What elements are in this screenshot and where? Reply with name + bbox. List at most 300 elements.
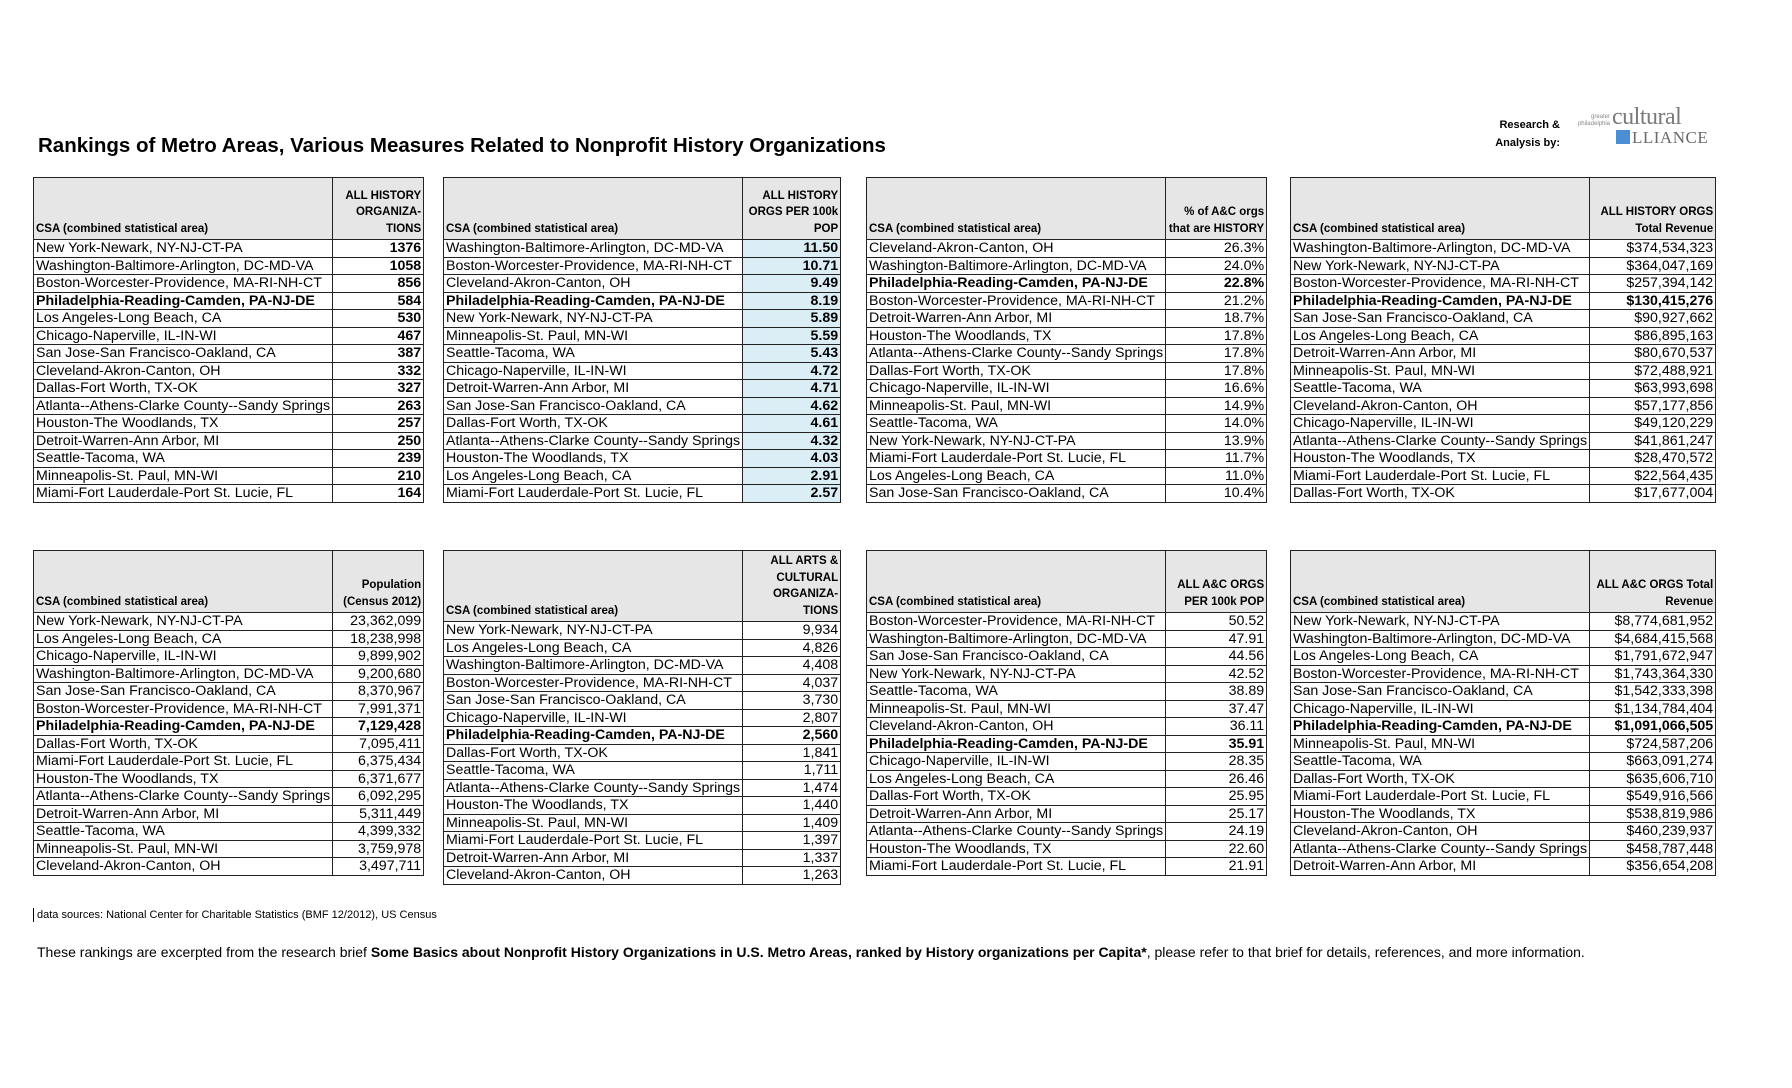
measure-value-cell: $4,684,415,568 bbox=[1590, 630, 1716, 648]
table-row bbox=[444, 467, 841, 485]
table-row bbox=[34, 753, 424, 771]
measure-value-cell: $90,927,662 bbox=[1590, 310, 1716, 328]
table-row bbox=[34, 613, 424, 631]
measure-value-cell: 1,474 bbox=[743, 779, 841, 797]
csa-name-cell: Cleveland-Akron-Canton, OH bbox=[867, 240, 1166, 258]
csa-name-cell: Houston-The Woodlands, TX bbox=[34, 415, 333, 433]
csa-name-cell: San Jose-San Francisco-Oakland, CA bbox=[444, 692, 743, 710]
table-row bbox=[867, 432, 1267, 450]
csa-name-cell: Seattle-Tacoma, WA bbox=[34, 450, 333, 468]
csa-name-cell: Detroit-Warren-Ann Arbor, MI bbox=[444, 380, 743, 398]
measure-value-cell: 11.0% bbox=[1166, 467, 1267, 485]
measure-value-cell: 10.4% bbox=[1166, 485, 1267, 503]
csa-name-cell: Chicago-Naperville, IL-IN-WI bbox=[867, 753, 1166, 771]
csa-name-cell: Los Angeles-Long Beach, CA bbox=[34, 630, 333, 648]
measure-value-cell: $57,177,856 bbox=[1590, 397, 1716, 415]
table-row bbox=[1291, 240, 1716, 258]
column-header-csa: CSA (combined statistical area) bbox=[1291, 178, 1590, 240]
column-header-csa: CSA (combined statistical area) bbox=[1291, 551, 1590, 613]
csa-name-cell: Minneapolis-St. Paul, MN-WI bbox=[444, 327, 743, 345]
table-row bbox=[867, 718, 1267, 736]
ranking-table-4 bbox=[1290, 177, 1716, 503]
table-row bbox=[34, 648, 424, 666]
measure-value-cell: 2.91 bbox=[743, 467, 841, 485]
csa-name-cell: Los Angeles-Long Beach, CA bbox=[444, 639, 743, 657]
table-row bbox=[867, 467, 1267, 485]
csa-name-cell: Seattle-Tacoma, WA bbox=[34, 823, 333, 841]
measure-value-cell: 584 bbox=[333, 292, 424, 310]
measure-value-cell: 7,129,428 bbox=[333, 718, 424, 736]
csa-name-cell: Houston-The Woodlands, TX bbox=[1291, 805, 1590, 823]
csa-name-cell: Seattle-Tacoma, WA bbox=[444, 762, 743, 780]
csa-name-cell: Miami-Fort Lauderdale-Port St. Lucie, FL bbox=[1291, 788, 1590, 806]
csa-name-cell: Dallas-Fort Worth, TX-OK bbox=[444, 744, 743, 762]
footnote-post: , please refer to that brief for details, references, and more information. bbox=[1146, 944, 1585, 960]
table-row bbox=[444, 674, 841, 692]
measure-value-cell: 17.8% bbox=[1166, 327, 1267, 345]
measure-value-cell: 50.52 bbox=[1166, 613, 1267, 631]
table-row bbox=[34, 310, 424, 328]
column-header-measure: ALL ARTS & CULTURAL ORGANIZA- TIONS bbox=[743, 551, 841, 622]
csa-name-cell: Los Angeles-Long Beach, CA bbox=[34, 310, 333, 328]
table-row bbox=[444, 692, 841, 710]
csa-name-cell: Atlanta--Athens-Clarke County--Sandy Springs bbox=[1291, 432, 1590, 450]
table-row bbox=[34, 467, 424, 485]
table-row bbox=[34, 275, 424, 293]
measure-value-cell: $724,587,206 bbox=[1590, 735, 1716, 753]
measure-value-cell: 26.3% bbox=[1166, 240, 1267, 258]
table-row bbox=[34, 788, 424, 806]
logo-cultural-text: cultural bbox=[1612, 104, 1682, 130]
csa-name-cell: Philadelphia-Reading-Camden, PA-NJ-DE bbox=[867, 735, 1166, 753]
csa-name-cell: Seattle-Tacoma, WA bbox=[1291, 753, 1590, 771]
csa-name-cell: Chicago-Naperville, IL-IN-WI bbox=[34, 327, 333, 345]
table-row bbox=[34, 735, 424, 753]
measure-value-cell: 327 bbox=[333, 380, 424, 398]
csa-name-cell: Miami-Fort Lauderdale-Port St. Lucie, FL bbox=[34, 753, 333, 771]
measure-value-cell: $41,861,247 bbox=[1590, 432, 1716, 450]
measure-value-cell: $364,047,169 bbox=[1590, 257, 1716, 275]
csa-name-cell: Atlanta--Athens-Clarke County--Sandy Springs bbox=[444, 432, 743, 450]
measure-value-cell: 5.43 bbox=[743, 345, 841, 363]
measure-value-cell: 210 bbox=[333, 467, 424, 485]
data-sources: data sources: National Center for Charitable Statistics (BMF 12/2012), US Census bbox=[33, 908, 437, 922]
measure-value-cell: 250 bbox=[333, 432, 424, 450]
measure-value-cell: 1058 bbox=[333, 257, 424, 275]
csa-name-cell: Minneapolis-St. Paul, MN-WI bbox=[34, 840, 333, 858]
table-row bbox=[1291, 310, 1716, 328]
table-row bbox=[1291, 735, 1716, 753]
table-row bbox=[444, 622, 841, 640]
measure-value-cell: 1376 bbox=[333, 240, 424, 258]
table-row bbox=[1291, 467, 1716, 485]
measure-value-cell: 9.49 bbox=[743, 275, 841, 293]
table-row bbox=[1291, 450, 1716, 468]
measure-value-cell: 9,899,902 bbox=[333, 648, 424, 666]
ranking-table-7 bbox=[866, 550, 1267, 876]
table-row bbox=[34, 700, 424, 718]
table-row bbox=[444, 240, 841, 258]
measure-value-cell: $549,916,566 bbox=[1590, 788, 1716, 806]
measure-value-cell: 11.50 bbox=[743, 240, 841, 258]
ranking-table-3 bbox=[866, 177, 1267, 503]
csa-name-cell: Chicago-Naperville, IL-IN-WI bbox=[444, 709, 743, 727]
cultural-alliance-logo bbox=[1574, 104, 1709, 148]
measure-value-cell: 2,560 bbox=[743, 727, 841, 745]
csa-name-cell: Detroit-Warren-Ann Arbor, MI bbox=[444, 849, 743, 867]
table-row bbox=[1291, 753, 1716, 771]
csa-name-cell: Dallas-Fort Worth, TX-OK bbox=[867, 788, 1166, 806]
table-row bbox=[444, 292, 841, 310]
ranking-table-1 bbox=[33, 177, 424, 503]
logo-a-mark-icon bbox=[1616, 130, 1630, 144]
table-row bbox=[867, 858, 1267, 876]
table-row bbox=[1291, 257, 1716, 275]
measure-value-cell: $1,091,066,505 bbox=[1590, 718, 1716, 736]
csa-name-cell: Dallas-Fort Worth, TX-OK bbox=[1291, 770, 1590, 788]
measure-value-cell: 23,362,099 bbox=[333, 613, 424, 631]
measure-value-cell: 4,408 bbox=[743, 657, 841, 675]
csa-name-cell: Miami-Fort Lauderdale-Port St. Lucie, FL bbox=[444, 832, 743, 850]
measure-value-cell: 2.57 bbox=[743, 485, 841, 503]
table-row bbox=[867, 292, 1267, 310]
csa-name-cell: Minneapolis-St. Paul, MN-WI bbox=[867, 397, 1166, 415]
table-row bbox=[444, 762, 841, 780]
measure-value-cell: 8,370,967 bbox=[333, 683, 424, 701]
credit-line-2: Analysis by: bbox=[1495, 137, 1560, 149]
table-row bbox=[34, 858, 424, 876]
measure-value-cell: 164 bbox=[333, 485, 424, 503]
csa-name-cell: Dallas-Fort Worth, TX-OK bbox=[1291, 485, 1590, 503]
csa-name-cell: Chicago-Naperville, IL-IN-WI bbox=[1291, 415, 1590, 433]
table-row bbox=[1291, 292, 1716, 310]
measure-value-cell: 4.62 bbox=[743, 397, 841, 415]
table-row bbox=[867, 735, 1267, 753]
csa-name-cell: San Jose-San Francisco-Oakland, CA bbox=[34, 683, 333, 701]
csa-name-cell: Houston-The Woodlands, TX bbox=[867, 327, 1166, 345]
csa-name-cell: New York-Newark, NY-NJ-CT-PA bbox=[444, 622, 743, 640]
measure-value-cell: 28.35 bbox=[1166, 753, 1267, 771]
table-row bbox=[444, 779, 841, 797]
table-row bbox=[34, 362, 424, 380]
table-row bbox=[444, 310, 841, 328]
measure-value-cell: $8,774,681,952 bbox=[1590, 613, 1716, 631]
measure-value-cell: 21.2% bbox=[1166, 292, 1267, 310]
csa-name-cell: Atlanta--Athens-Clarke County--Sandy Springs bbox=[867, 823, 1166, 841]
table-row bbox=[1291, 362, 1716, 380]
measure-value-cell: 467 bbox=[333, 327, 424, 345]
csa-name-cell: Chicago-Naperville, IL-IN-WI bbox=[1291, 700, 1590, 718]
csa-name-cell: Boston-Worcester-Providence, MA-RI-NH-CT bbox=[444, 257, 743, 275]
measure-value-cell: 4,826 bbox=[743, 639, 841, 657]
csa-name-cell: Cleveland-Akron-Canton, OH bbox=[1291, 823, 1590, 841]
csa-name-cell: Chicago-Naperville, IL-IN-WI bbox=[444, 362, 743, 380]
table-row bbox=[34, 485, 424, 503]
csa-name-cell: Detroit-Warren-Ann Arbor, MI bbox=[34, 805, 333, 823]
footnote-brief-title: Some Basics about Nonprofit History Organizations in U.S. Metro Areas, ranked by History organizations per Capita* bbox=[370, 944, 1147, 960]
table-row bbox=[867, 823, 1267, 841]
measure-value-cell: 13.9% bbox=[1166, 432, 1267, 450]
table-row bbox=[34, 292, 424, 310]
table-row bbox=[867, 753, 1267, 771]
measure-value-cell: 17.8% bbox=[1166, 345, 1267, 363]
measure-value-cell: 4,399,332 bbox=[333, 823, 424, 841]
ranking-table-5 bbox=[33, 550, 424, 876]
csa-name-cell: Cleveland-Akron-Canton, OH bbox=[867, 718, 1166, 736]
csa-name-cell: Dallas-Fort Worth, TX-OK bbox=[867, 362, 1166, 380]
table-row bbox=[34, 683, 424, 701]
measure-value-cell: 14.9% bbox=[1166, 397, 1267, 415]
measure-value-cell: 387 bbox=[333, 345, 424, 363]
csa-name-cell: Los Angeles-Long Beach, CA bbox=[1291, 648, 1590, 666]
measure-value-cell: 3,497,711 bbox=[333, 858, 424, 876]
csa-name-cell: Houston-The Woodlands, TX bbox=[444, 450, 743, 468]
table-row bbox=[444, 709, 841, 727]
csa-name-cell: Miami-Fort Lauderdale-Port St. Lucie, FL bbox=[34, 485, 333, 503]
measure-value-cell: 257 bbox=[333, 415, 424, 433]
csa-name-cell: Minneapolis-St. Paul, MN-WI bbox=[1291, 362, 1590, 380]
ranking-table-6 bbox=[443, 550, 841, 885]
csa-name-cell: Detroit-Warren-Ann Arbor, MI bbox=[1291, 345, 1590, 363]
credit-label bbox=[1470, 116, 1560, 152]
measure-value-cell: 9,934 bbox=[743, 622, 841, 640]
measure-value-cell: 6,375,434 bbox=[333, 753, 424, 771]
measure-value-cell: 44.56 bbox=[1166, 648, 1267, 666]
measure-value-cell: $1,791,672,947 bbox=[1590, 648, 1716, 666]
measure-value-cell: $72,488,921 bbox=[1590, 362, 1716, 380]
column-header-csa: CSA (combined statistical area) bbox=[444, 551, 743, 622]
csa-name-cell: Atlanta--Athens-Clarke County--Sandy Springs bbox=[34, 397, 333, 415]
csa-name-cell: Miami-Fort Lauderdale-Port St. Lucie, FL bbox=[1291, 467, 1590, 485]
measure-value-cell: 42.52 bbox=[1166, 665, 1267, 683]
table-row bbox=[1291, 397, 1716, 415]
column-header-measure: ALL A&C ORGS PER 100k POP bbox=[1166, 551, 1267, 613]
csa-name-cell: Boston-Worcester-Providence, MA-RI-NH-CT bbox=[1291, 665, 1590, 683]
column-header-csa: CSA (combined statistical area) bbox=[34, 551, 333, 613]
footnote-pre: These rankings are excerpted from the research brief bbox=[37, 944, 371, 960]
measure-value-cell: 4,037 bbox=[743, 674, 841, 692]
table-row bbox=[444, 257, 841, 275]
measure-value-cell: 332 bbox=[333, 362, 424, 380]
csa-name-cell: New York-Newark, NY-NJ-CT-PA bbox=[867, 432, 1166, 450]
table-row bbox=[34, 240, 424, 258]
measure-value-cell: $374,534,323 bbox=[1590, 240, 1716, 258]
table-row bbox=[867, 362, 1267, 380]
column-header-csa: CSA (combined statistical area) bbox=[867, 551, 1166, 613]
measure-value-cell: 7,991,371 bbox=[333, 700, 424, 718]
table-row bbox=[867, 613, 1267, 631]
table-row bbox=[34, 805, 424, 823]
csa-name-cell: Atlanta--Athens-Clarke County--Sandy Springs bbox=[867, 345, 1166, 363]
csa-name-cell: San Jose-San Francisco-Oakland, CA bbox=[867, 648, 1166, 666]
measure-value-cell: 21.91 bbox=[1166, 858, 1267, 876]
measure-value-cell: 25.17 bbox=[1166, 805, 1267, 823]
csa-name-cell: Cleveland-Akron-Canton, OH bbox=[444, 275, 743, 293]
csa-name-cell: Los Angeles-Long Beach, CA bbox=[1291, 327, 1590, 345]
csa-name-cell: Dallas-Fort Worth, TX-OK bbox=[444, 415, 743, 433]
csa-name-cell: Minneapolis-St. Paul, MN-WI bbox=[444, 814, 743, 832]
measure-value-cell: $63,993,698 bbox=[1590, 380, 1716, 398]
table-row bbox=[1291, 823, 1716, 841]
csa-name-cell: Philadelphia-Reading-Camden, PA-NJ-DE bbox=[444, 727, 743, 745]
measure-value-cell: 8.19 bbox=[743, 292, 841, 310]
csa-name-cell: New York-Newark, NY-NJ-CT-PA bbox=[867, 665, 1166, 683]
table-row bbox=[867, 257, 1267, 275]
measure-value-cell: 1,337 bbox=[743, 849, 841, 867]
measure-value-cell: 530 bbox=[333, 310, 424, 328]
measure-value-cell: 47.91 bbox=[1166, 630, 1267, 648]
measure-value-cell: 1,397 bbox=[743, 832, 841, 850]
measure-value-cell: 5.89 bbox=[743, 310, 841, 328]
measure-value-cell: $22,564,435 bbox=[1590, 467, 1716, 485]
csa-name-cell: San Jose-San Francisco-Oakland, CA bbox=[1291, 683, 1590, 701]
measure-value-cell: 25.95 bbox=[1166, 788, 1267, 806]
csa-name-cell: Houston-The Woodlands, TX bbox=[34, 770, 333, 788]
column-header-measure: ALL HISTORY ORGS PER 100k POP bbox=[743, 178, 841, 240]
credit-line-1: Research & bbox=[1499, 119, 1560, 131]
measure-value-cell: 14.0% bbox=[1166, 415, 1267, 433]
logo-alliance-text: LLIANCE bbox=[1632, 128, 1709, 147]
measure-value-cell: 22.8% bbox=[1166, 275, 1267, 293]
table-row bbox=[444, 657, 841, 675]
measure-value-cell: 1,263 bbox=[743, 867, 841, 885]
table-row bbox=[1291, 345, 1716, 363]
table-row bbox=[867, 450, 1267, 468]
table-row bbox=[34, 770, 424, 788]
csa-name-cell: Dallas-Fort Worth, TX-OK bbox=[34, 735, 333, 753]
measure-value-cell: 4.03 bbox=[743, 450, 841, 468]
table-row bbox=[1291, 432, 1716, 450]
table-row bbox=[867, 380, 1267, 398]
csa-name-cell: Detroit-Warren-Ann Arbor, MI bbox=[867, 805, 1166, 823]
measure-value-cell: $460,239,937 bbox=[1590, 823, 1716, 841]
measure-value-cell: 4.71 bbox=[743, 380, 841, 398]
csa-name-cell: Seattle-Tacoma, WA bbox=[1291, 380, 1590, 398]
table-row bbox=[1291, 700, 1716, 718]
csa-name-cell: Cleveland-Akron-Canton, OH bbox=[34, 858, 333, 876]
measure-value-cell: 11.7% bbox=[1166, 450, 1267, 468]
ranking-table-2 bbox=[443, 177, 841, 503]
csa-name-cell: San Jose-San Francisco-Oakland, CA bbox=[867, 485, 1166, 503]
table-row bbox=[34, 665, 424, 683]
table-row bbox=[867, 788, 1267, 806]
table-row bbox=[444, 867, 841, 885]
table-row bbox=[444, 362, 841, 380]
measure-value-cell: 4.32 bbox=[743, 432, 841, 450]
measure-value-cell: $1,743,364,330 bbox=[1590, 665, 1716, 683]
measure-value-cell: 18,238,998 bbox=[333, 630, 424, 648]
table-row bbox=[34, 630, 424, 648]
measure-value-cell: $663,091,274 bbox=[1590, 753, 1716, 771]
measure-value-cell: 856 bbox=[333, 275, 424, 293]
csa-name-cell: Cleveland-Akron-Canton, OH bbox=[1291, 397, 1590, 415]
table-row bbox=[34, 823, 424, 841]
csa-name-cell: Washington-Baltimore-Arlington, DC-MD-VA bbox=[34, 665, 333, 683]
csa-name-cell: Houston-The Woodlands, TX bbox=[867, 840, 1166, 858]
table-row bbox=[444, 327, 841, 345]
csa-name-cell: Minneapolis-St. Paul, MN-WI bbox=[1291, 735, 1590, 753]
table-row bbox=[34, 450, 424, 468]
column-header-measure: ALL HISTORY ORGS Total Revenue bbox=[1590, 178, 1716, 240]
csa-name-cell: Miami-Fort Lauderdale-Port St. Lucie, FL bbox=[867, 858, 1166, 876]
measure-value-cell: 6,371,677 bbox=[333, 770, 424, 788]
csa-name-cell: Washington-Baltimore-Arlington, DC-MD-VA bbox=[444, 240, 743, 258]
table-row bbox=[34, 397, 424, 415]
table-row bbox=[444, 832, 841, 850]
table-row bbox=[444, 397, 841, 415]
csa-name-cell: Dallas-Fort Worth, TX-OK bbox=[34, 380, 333, 398]
table-row bbox=[444, 797, 841, 815]
measure-value-cell: 38.89 bbox=[1166, 683, 1267, 701]
table-row bbox=[1291, 648, 1716, 666]
measure-value-cell: 5.59 bbox=[743, 327, 841, 345]
csa-name-cell: Chicago-Naperville, IL-IN-WI bbox=[34, 648, 333, 666]
measure-value-cell: 36.11 bbox=[1166, 718, 1267, 736]
table-row bbox=[444, 744, 841, 762]
table-row bbox=[34, 432, 424, 450]
table-row bbox=[867, 665, 1267, 683]
csa-name-cell: Philadelphia-Reading-Camden, PA-NJ-DE bbox=[444, 292, 743, 310]
table-row bbox=[34, 257, 424, 275]
measure-value-cell: $257,394,142 bbox=[1590, 275, 1716, 293]
csa-name-cell: San Jose-San Francisco-Oakland, CA bbox=[1291, 310, 1590, 328]
column-header-measure: % of A&C orgs that are HISTORY bbox=[1166, 178, 1267, 240]
csa-name-cell: Houston-The Woodlands, TX bbox=[1291, 450, 1590, 468]
csa-name-cell: Los Angeles-Long Beach, CA bbox=[867, 770, 1166, 788]
ranking-table-8 bbox=[1290, 550, 1716, 876]
measure-value-cell: 35.91 bbox=[1166, 735, 1267, 753]
csa-name-cell: New York-Newark, NY-NJ-CT-PA bbox=[1291, 257, 1590, 275]
measure-value-cell: 24.0% bbox=[1166, 257, 1267, 275]
table-row bbox=[1291, 718, 1716, 736]
table-row bbox=[1291, 327, 1716, 345]
table-row bbox=[867, 805, 1267, 823]
table-row bbox=[867, 840, 1267, 858]
csa-name-cell: Detroit-Warren-Ann Arbor, MI bbox=[1291, 858, 1590, 876]
measure-value-cell: 7,095,411 bbox=[333, 735, 424, 753]
measure-value-cell: 24.19 bbox=[1166, 823, 1267, 841]
csa-name-cell: Detroit-Warren-Ann Arbor, MI bbox=[34, 432, 333, 450]
table-row bbox=[444, 639, 841, 657]
measure-value-cell: $356,654,208 bbox=[1590, 858, 1716, 876]
measure-value-cell: $635,606,710 bbox=[1590, 770, 1716, 788]
table-row bbox=[444, 275, 841, 293]
measure-value-cell: 18.7% bbox=[1166, 310, 1267, 328]
table-row bbox=[1291, 770, 1716, 788]
table-row bbox=[34, 345, 424, 363]
csa-name-cell: Washington-Baltimore-Arlington, DC-MD-VA bbox=[444, 657, 743, 675]
measure-value-cell: 16.6% bbox=[1166, 380, 1267, 398]
measure-value-cell: 1,711 bbox=[743, 762, 841, 780]
csa-name-cell: San Jose-San Francisco-Oakland, CA bbox=[444, 397, 743, 415]
table-row bbox=[444, 432, 841, 450]
table-row bbox=[1291, 415, 1716, 433]
table-row bbox=[34, 327, 424, 345]
measure-value-cell: $458,787,448 bbox=[1590, 840, 1716, 858]
table-row bbox=[1291, 788, 1716, 806]
table-row bbox=[1291, 630, 1716, 648]
column-header-csa: CSA (combined statistical area) bbox=[34, 178, 333, 240]
measure-value-cell: 3,730 bbox=[743, 692, 841, 710]
csa-name-cell: Washington-Baltimore-Arlington, DC-MD-VA bbox=[34, 257, 333, 275]
logo-small-text: greater philadelphia bbox=[1577, 114, 1610, 127]
csa-name-cell: Cleveland-Akron-Canton, OH bbox=[34, 362, 333, 380]
csa-name-cell: Seattle-Tacoma, WA bbox=[444, 345, 743, 363]
csa-name-cell: Minneapolis-St. Paul, MN-WI bbox=[867, 700, 1166, 718]
table-row bbox=[1291, 380, 1716, 398]
table-row bbox=[867, 683, 1267, 701]
measure-value-cell: 4.61 bbox=[743, 415, 841, 433]
